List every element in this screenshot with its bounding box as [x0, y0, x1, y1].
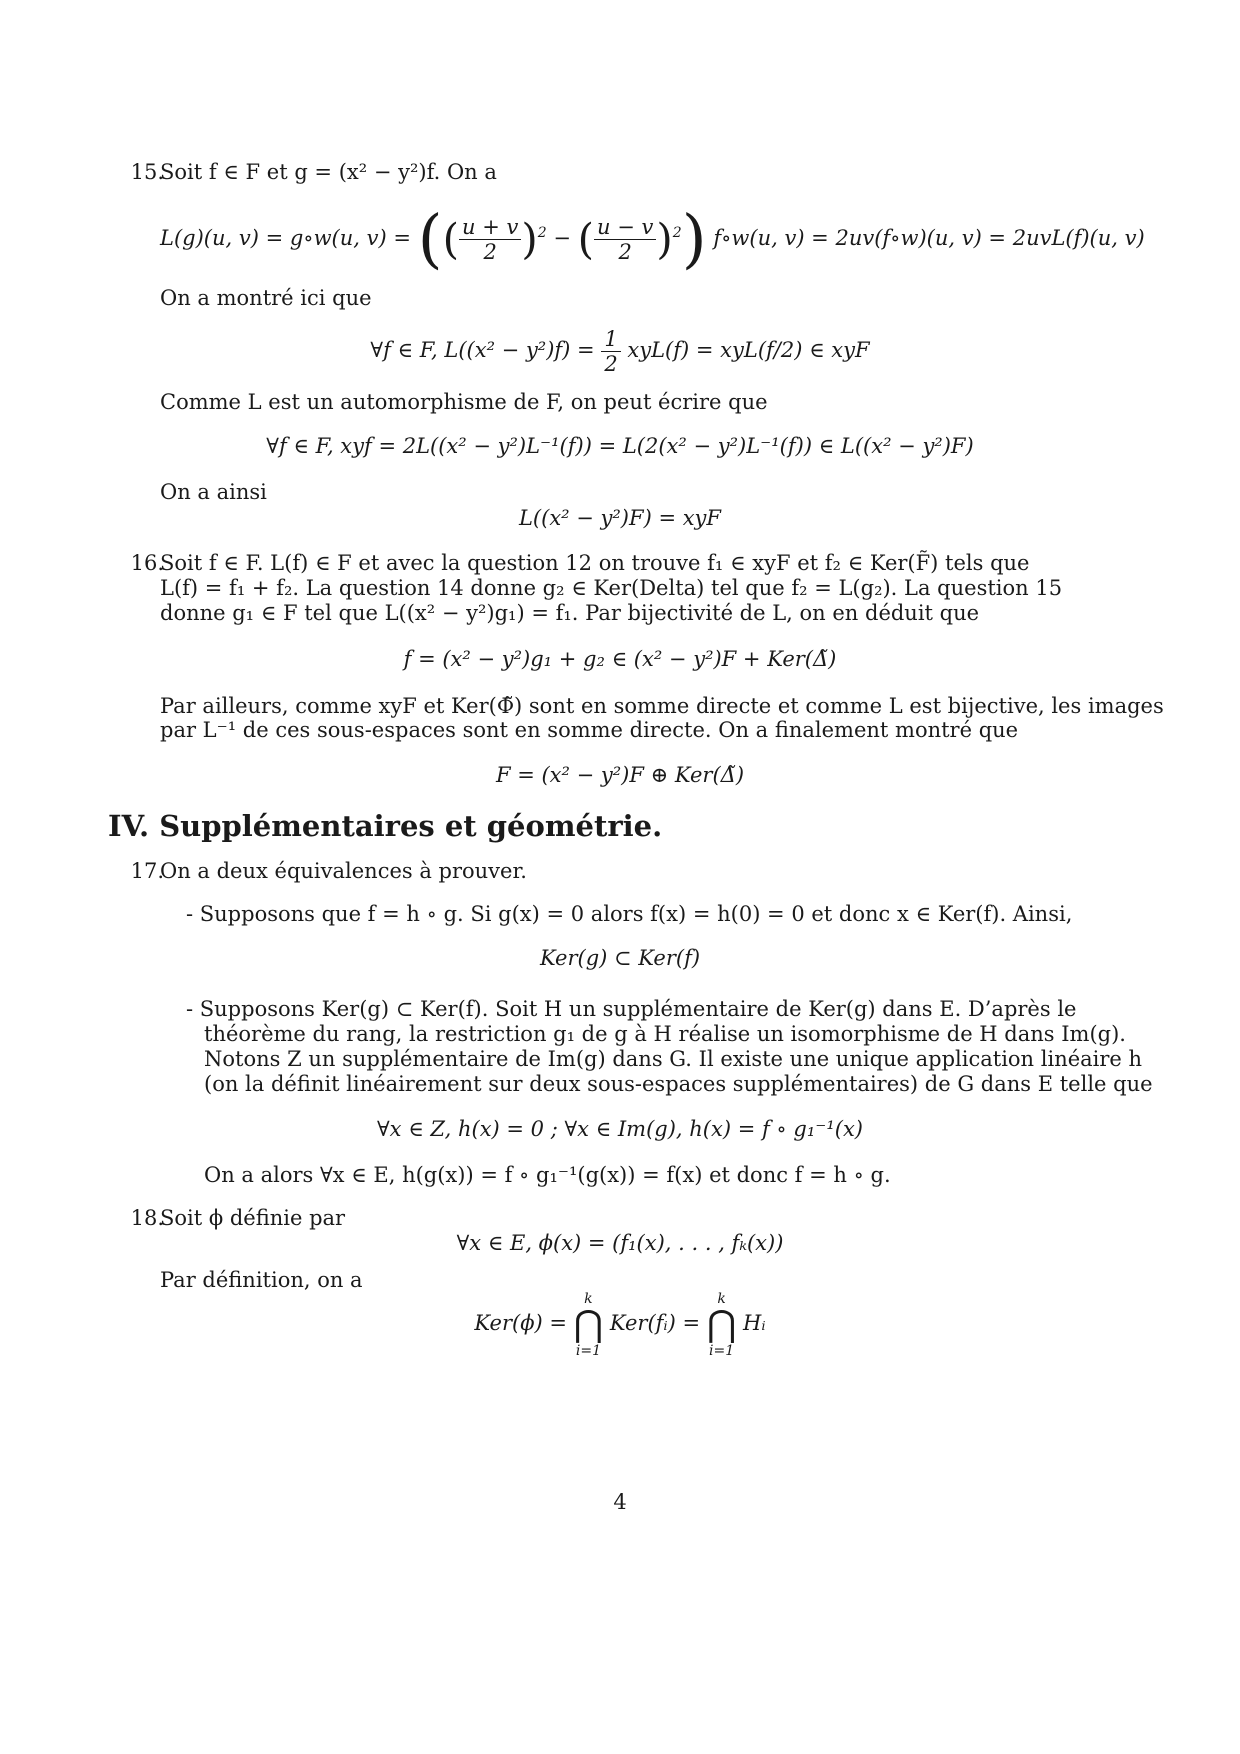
q17-bullet-2-line-3: Notons Z un supplémentaire de Im(g) dans G. Il existe une unique application linéaire h: [204, 1047, 1143, 1071]
page-number: 4: [613, 1490, 627, 1514]
intersection-operator-2: k ⋂ i=1: [706, 1290, 737, 1359]
q16-line-1: Soit f ∈ F. L(f) ∈ F et avec la question 12 on trouve f₁ ∈ xyF et f₂ ∈ Ker(F̃) tels que: [160, 551, 1030, 575]
q16-line-4: Par ailleurs, comme xyF et Ker(Φ̃) sont en somme directe et comme L est bijective, les images: [160, 694, 1164, 718]
q18-paragraph-1: Par définition, on a: [160, 1268, 363, 1292]
q17-conclusion: On a alors ∀x ∈ E, h(g(x)) = f ∘ g₁⁻¹(g(x)) = f(x) et donc f = h ∘ g.: [204, 1163, 891, 1187]
q15-intro: Soit f ∈ F et g = (x² − y²)f. On a: [160, 160, 497, 184]
fraction-one-half: $\frac{1}{2}$: [601, 327, 620, 376]
q16-equation-1: f = (x² − y²)g₁ + g₂ ∈ (x² − y²)F + Ker(Δ̃): [403, 647, 837, 671]
q17-equation-1: Ker(g) ⊂ Ker(f): [539, 946, 701, 970]
fraction-u-minus-v: $\frac{u - v}{2}$: [594, 215, 656, 264]
q15-equation-2: ∀f ∈ F, L((x² − y²)f) = $\frac{1}{2}$ xyL(f) = xyL(f/2) ∈ xyF: [370, 327, 870, 376]
q15-paragraph-2: Comme L est un automorphisme de F, on peut écrire que: [160, 390, 768, 414]
eq1-rhs: f∘w(u, v) = 2uv(f∘w)(u, v) = 2uvL(f)(u, v): [713, 226, 1145, 250]
q15-equation-4: L((x² − y²)F) = xyF: [518, 506, 721, 530]
fraction-u-plus-v: $\frac{u + v}{2}$: [459, 215, 521, 264]
q17-bullet-2-line-4: (on la définit linéairement sur deux sous-espaces supplémentaires) de G dans E telle que: [204, 1072, 1153, 1096]
q17-bullet-2-line-2: théorème du rang, la restriction g₁ de g à H réalise un isomorphisme de H dans Im(g).: [204, 1022, 1126, 1046]
q16-line-2: L(f) = f₁ + f₂. La question 14 donne g₂ ∈ Ker(Delta) tel que f₂ = L(g₂). La question 15: [160, 576, 1063, 600]
q17-bullet-2-line-1: - Supposons Ker(g) ⊂ Ker(f). Soit H un supplémentaire de Ker(g) dans E. D’après le: [186, 997, 1077, 1021]
intersection-operator-1: k ⋂ i=1: [573, 1290, 604, 1359]
section-title: IV. Supplémentaires et géométrie.: [108, 809, 663, 843]
q15-paragraph-3: On a ainsi: [160, 480, 267, 504]
q17-intro: On a deux équivalences à prouver.: [160, 859, 527, 883]
q18-number: 18.: [130, 1206, 164, 1230]
q17-number: 17.: [130, 859, 164, 883]
q18-equation-1: ∀x ∈ E, ϕ(x) = (f₁(x), . . . , fₖ(x)): [456, 1231, 784, 1255]
q18-equation-2: Ker(ϕ) = k ⋂ i=1 Ker(fᵢ) = k ⋂ i=1 Hᵢ: [474, 1290, 766, 1359]
q17-equation-2: ∀x ∈ Z, h(x) = 0 ; ∀x ∈ Im(g), h(x) = f ∘ g₁⁻¹(x): [377, 1117, 863, 1141]
q16-line-5: par L⁻¹ de ces sous-espaces sont en somme directe. On a finalement montré que: [160, 718, 1019, 742]
q17-bullet-1: - Supposons que f = h ∘ g. Si g(x) = 0 alors f(x) = h(0) = 0 et donc x ∈ Ker(f). Ainsi,: [186, 902, 1073, 926]
eq1-lhs: L(g)(u, v) = g∘w(u, v) =: [160, 226, 411, 250]
q16-equation-2: F = (x² − y²)F ⊕ Ker(Δ̃): [495, 763, 745, 787]
q18-intro: Soit ϕ définie par: [160, 1206, 346, 1230]
q15-equation-3: ∀f ∈ F, xyf = 2L((x² − y²)L⁻¹(f)) = L(2(x² − y²)L⁻¹(f)) ∈ L((x² − y²)F): [266, 434, 974, 458]
q15-paragraph-1: On a montré ici que: [160, 286, 372, 310]
q15-number: 15.: [130, 160, 164, 184]
q15-equation-1: L(g)(u, v) = g∘w(u, v) = (( $\frac{u + v}{2}$ )$^2$ − ( $\frac{u - v}{2}$ )$^2$) f∘w(u, v) = 2uv(f∘w)(u, v) = 2uvL(f)(u, v): [160, 202, 1145, 277]
q16-number: 16.: [130, 551, 164, 575]
q16-line-3: donne g₁ ∈ F tel que L((x² − y²)g₁) = f₁. Par bijectivité de L, on en déduit que: [160, 601, 980, 625]
